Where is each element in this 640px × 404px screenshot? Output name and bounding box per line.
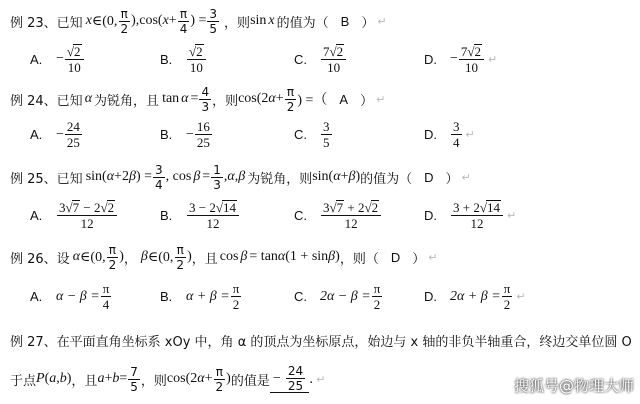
problem-23-answer: B [340,13,350,29]
option-25-a: A. $\frac{3√7 - 2√2}{12}$ [30,200,118,230]
problem-26-label: 例 26、设 [10,251,70,267]
option-26-c: C. 2α − β = $\frac{\pi}{2}$ [294,281,381,312]
problem-27-line-1 [10,330,632,350]
problem-24-answer: A [339,91,349,107]
option-23-d: D. − $\frac{7√2}{10}$ ↵ [424,44,498,75]
problem-24-label: 例 24、已知 [10,93,83,109]
option-23-b: B. $\frac{√2}{10}$ [160,44,207,74]
option-24-d: D. $\frac{3}{4}$ ↵ [424,119,475,150]
problem-27-text: 例 27、在平面直角坐标系 xOy 中，角 α 的顶点为坐标原点，始边与 x 轴的非负半轴重合，终边交单位圆 O [10,334,632,350]
problem-23-label: 例 23、已知 [10,15,83,31]
option-24-c: C. $\frac{3}{5}$ [294,119,330,150]
problem-26-stem: 例 26、设 α ∈(0, $\frac{\pi}{2}$ ) ， β ∈(0, $\frac{\pi}{2}$ ) ，且 cos β = tan α (1 + sin β ) ，则（ D ） ↵ [10,242,438,272]
watermark: 搜狐号@物理大师 [513,377,634,395]
option-24-a: A. − $\frac{24}{25}$ [30,119,80,150]
problem-26-answer: D [390,249,401,265]
problem-27-line-2: 于点 P ( a , b ) ，且 a + b = $\frac{7}{5}$ ，则 cos(2 α + $\frac{\pi}{2}$ ) 的值是 − $\frac{24}{25}$ . ↵ [10,364,326,394]
option-25-d: D. $\frac{3 + 2√14}{12}$ ↵ [424,200,517,231]
option-24-b: B. − $\frac{16}{25}$ [160,119,210,150]
option-26-d: D. 2α + β = $\frac{\pi}{2}$ ↵ [424,281,526,312]
problem-23-stem: 例 23、已知 x ∈(0, $\frac{\pi}{2}$ ),cos( x + $\frac{\pi}{4}$ ) = $\frac{3}{5}$ ，则 sin x 的值为（ B ） ↵ [10,6,387,36]
option-26-a: A. α − β = $\frac{\pi}{4}$ [30,281,110,312]
option-26-b: B. α + β = $\frac{\pi}{2}$ [160,281,240,312]
option-25-c: C. $\frac{3√7 + 2√2}{12}$ [294,200,382,230]
problem-24-stem: 例 24、已知 α 为锐角，且 tan α = $\frac{4}{3}$ ，则 cos(2 α + $\frac{\pi}{2}$ ) =（ A ） ↵ [10,84,386,114]
problem-25-answer: D [424,169,434,185]
problem-25-label: 例 25、已知 [10,171,83,187]
problem-25-stem: 例 25、已知 sin( α +2 β ) = $\frac{3}{4}$ , cos β = $\frac{1}{3}$ , α , β 为锐角，则 sin( α + β ) 的值为（ D ） ↵ [10,162,471,192]
option-23-a: A. − $\frac{√2}{10}$ [30,44,85,74]
problem-27-answer: − $\frac{24}{25}$ [270,365,309,393]
option-25-b: B. $\frac{3 - 2√14}{12}$ [160,200,240,230]
option-23-c: C. $\frac{7√2}{10}$ [294,44,347,74]
